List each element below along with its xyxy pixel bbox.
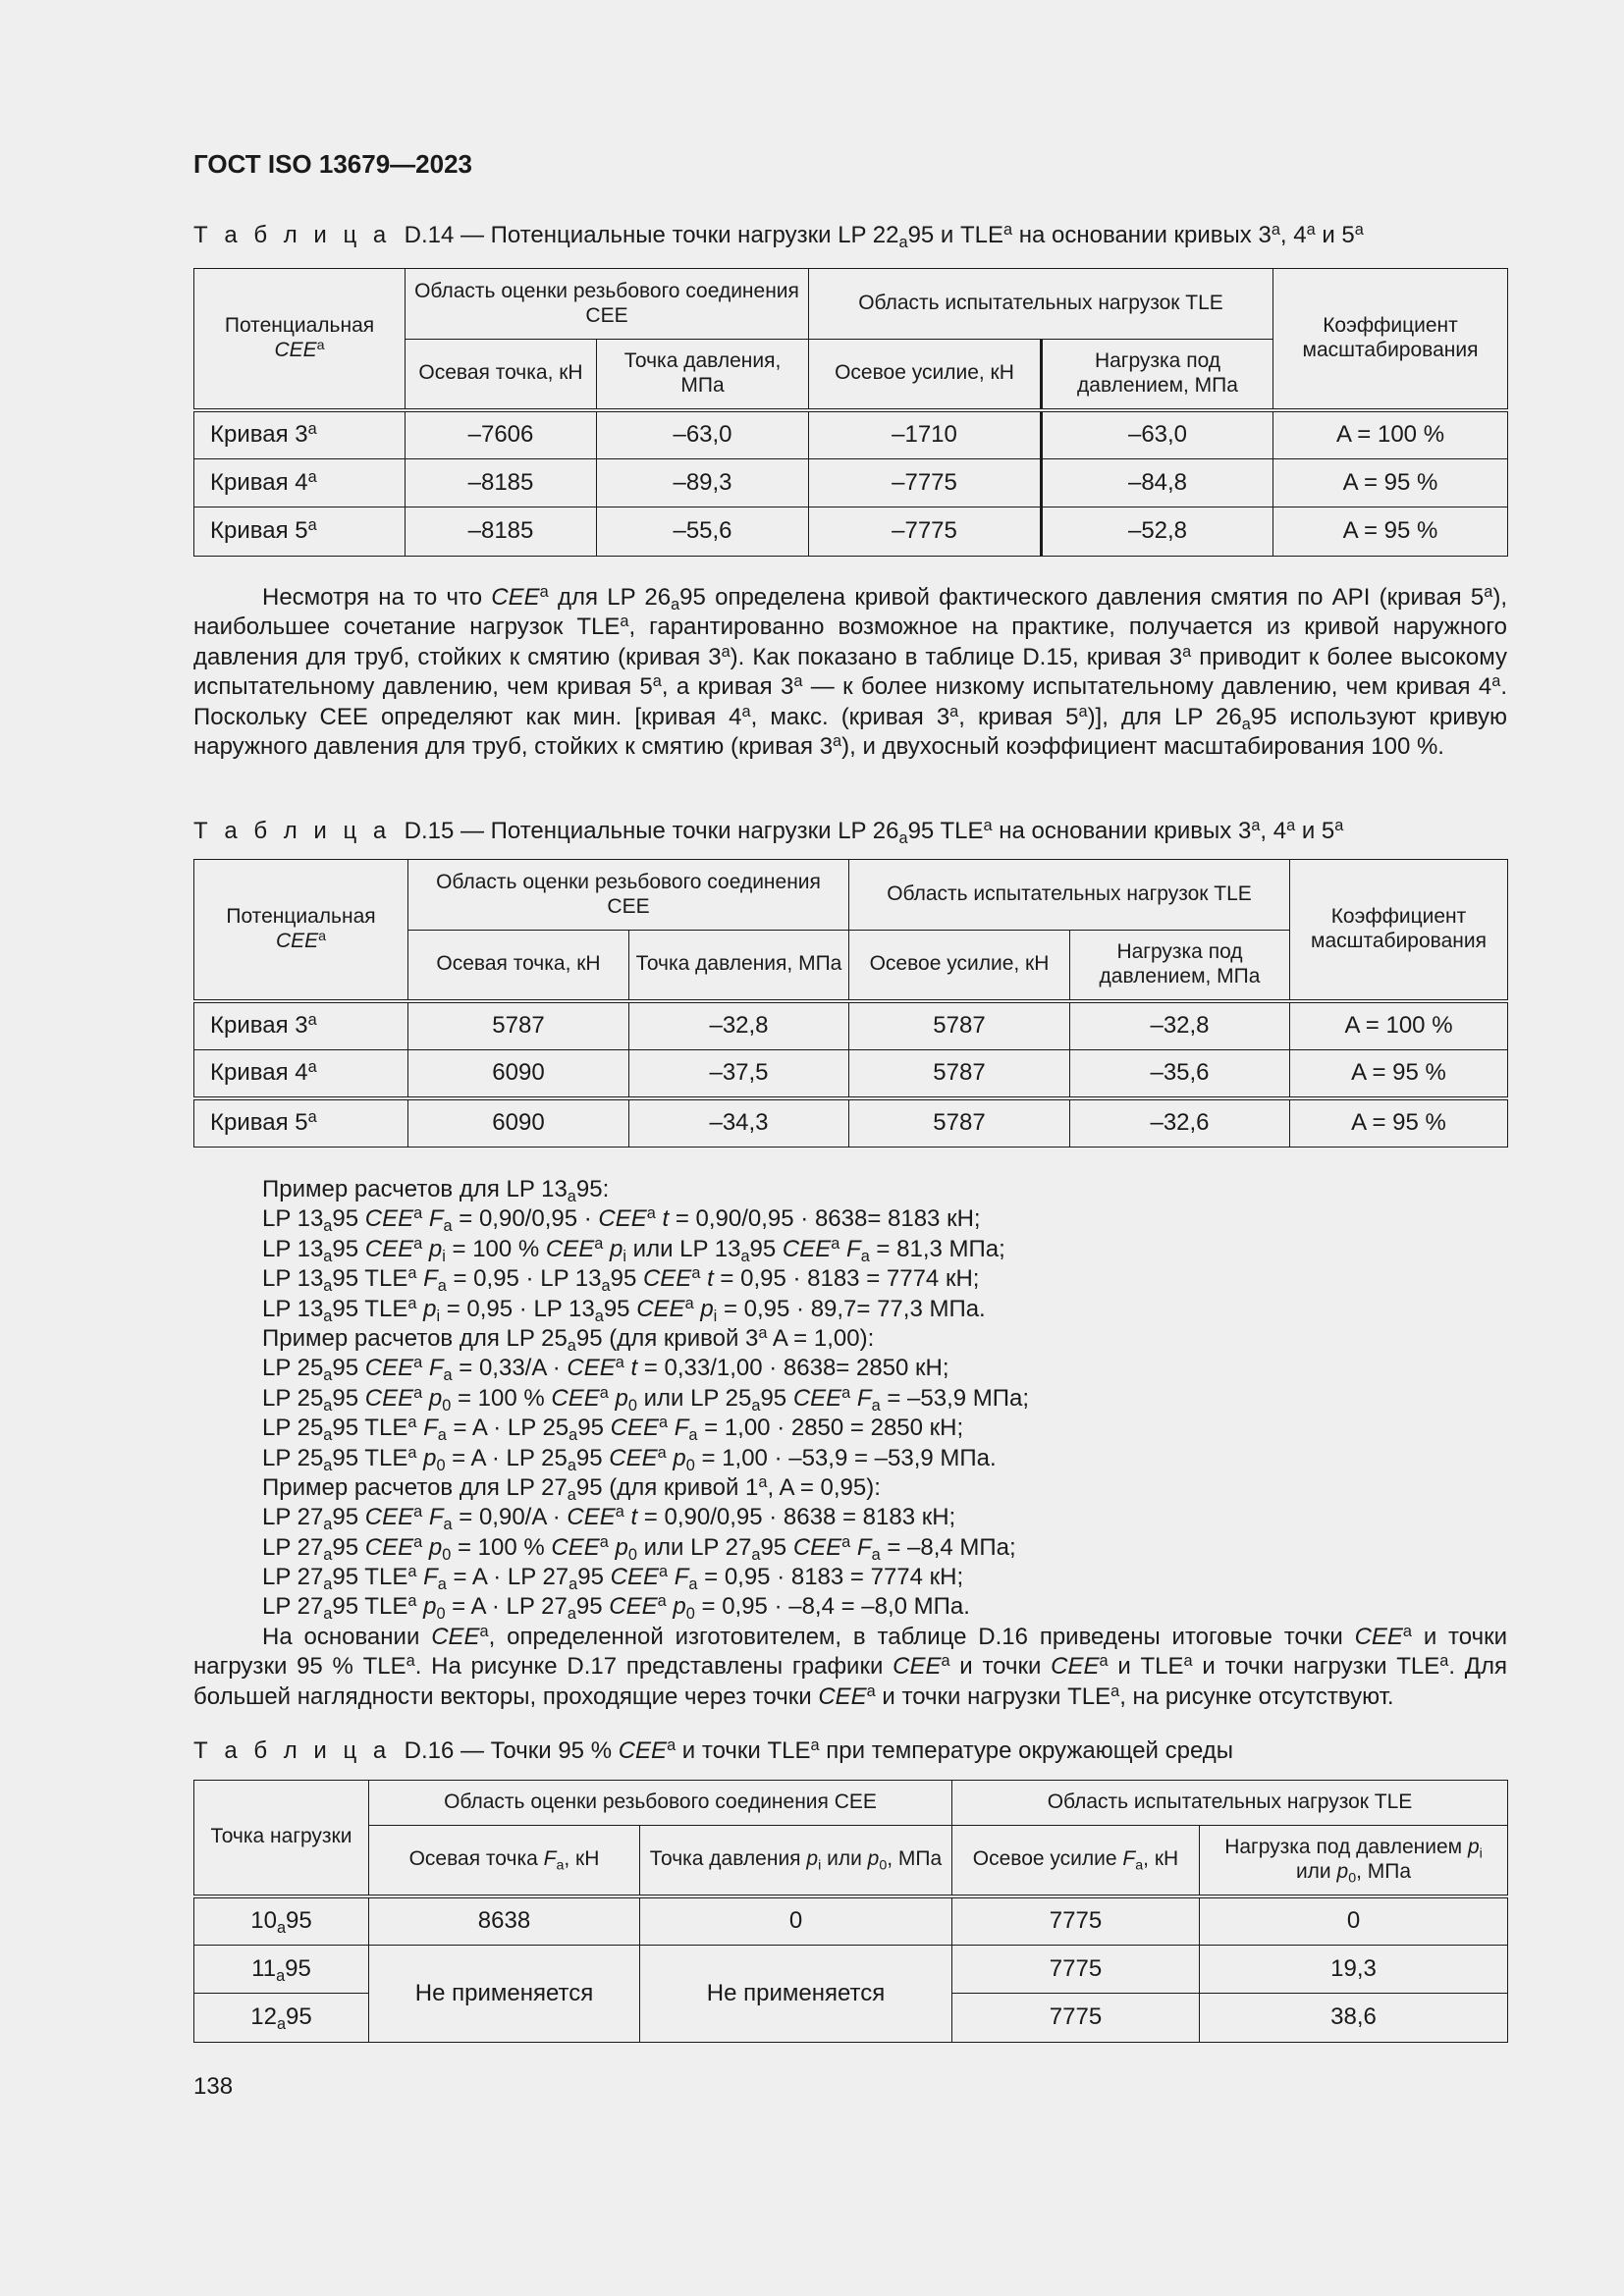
header-potential-cee: Потенциальная CEE$^a$: [194, 860, 408, 1001]
cell: –52,8: [1042, 507, 1273, 557]
caption-text: D.16 — Точки 95 % CEE$^a$ и точки TLE$^a$ при температуре окружающей среды: [404, 1735, 1234, 1764]
example-line: LP $13_a95$ TLE$^a$ $F_a = 0,95$ · LP $13_a95$ CEE$^a$ t = 0,95 · 8183 = 7774 кН;: [262, 1264, 980, 1296]
cell: –37,5: [629, 1050, 849, 1098]
header-load-point: Точка нагрузки: [194, 1781, 369, 1896]
header-tle-area: Область испытательных нагрузок TLE: [952, 1781, 1508, 1826]
cell: A = 95 %: [1273, 459, 1508, 507]
page-number: 138: [193, 2073, 234, 2100]
table-row: [194, 1001, 1508, 1050]
cell: 5787: [849, 1050, 1070, 1098]
table-d15: [193, 859, 1508, 1148]
caption-text: D.14 — Потенциальные точки нагрузки LP $22_a95$ и TLE$^a$ на основании кривых 3$^a$, 4$^a$ и 5$^a$: [404, 220, 1364, 251]
paragraph-text: На основании CEE$^a$, определенной изготовителем, в таблице D.16 приведены итоговые точки CEE$^a$ и точки нагрузки 95 % TLE$^a$. На рисунке D.17 представлены графики CEE$^a$ и точки CEE$^a$ и TLE$^a$ и точки нагрузки TLE$^a$. Для большей наглядности векторы, проходящие через точки CEE$^a$ и точки нагрузки TLE$^a$, на рисунке отсутствуют.: [193, 1622, 1508, 1710]
header-pressure-load: Нагрузка под давлением, МПа: [1070, 931, 1290, 1001]
caption-text: D.15 — Потенциальные точки нагрузки LP $26_a95$ TLE$^a$ на основании кривых 3$^a$, 4$^a$ и 5$^a$: [404, 816, 1344, 847]
cell: 7775: [952, 1994, 1200, 2043]
cell: 7775: [952, 1896, 1200, 1946]
example-line: LP $25_a95$ TLE$^a$ $p_0 = A$ · LP $25_a95$ CEE$^a$ $p_0 = 1,00 \cdot -53,9 = -53,9$ МПа.: [262, 1443, 997, 1474]
cell: 7775: [952, 1946, 1200, 1994]
paragraph-summary: [193, 1623, 1507, 1712]
paragraph-text: Несмотря на то что CEE$^a$ для LP $26_a95$ определена кривой фактического давления смятия по API (кривая 5$^a$), наибольшее сочетание нагрузок TLE$^a$, гарантированно возможное на практике, получается из кривой наружного давления для труб, стойких к смятию (кривая 3$^a$). Как показано в таблице D.15, кривая 3$^a$ приводит к более высокому испытательному давлению, чем кривая 5$^a$, а кривая 3$^a$ — к более низкому испытательному давлению, чем кривая 4$^a$. Поскольку CEE определяют как мин. [кривая 4$^a$, макс. (кривая 3$^a$, кривая 5$^a$)], для LP $26_a95$ используют кривую наружного давления для труб, стойких к смятию (кривая 3$^a$), и двухосный коэффициент масштабирования 100 %.: [193, 582, 1508, 761]
cell: 5787: [408, 1001, 629, 1050]
example-line: LP $25_a95$ CEE$^a$ $p_0 = 100$ % CEE$^a$ $p_0$ или LP $25_a95$ CEE$^a$ $F_a = -53,9$ МПа;: [262, 1383, 1030, 1415]
example-line: LP $25_a95$ CEE$^a$ $F_a = 0,33/A \cdot CEE^a$ t = 0,33/1,00 · 8638= 2850 кН;: [262, 1354, 949, 1385]
cell: –7775: [809, 459, 1042, 507]
cell: A = 95 %: [1290, 1098, 1508, 1148]
header-pressure-load: Нагрузка под давлением, МПа: [1042, 340, 1273, 410]
header-cee-area: Область оценки резьбового соединения CEE: [406, 269, 809, 340]
cell: 6090: [408, 1098, 629, 1148]
header-pressure-point: Точка давления $p_i$ или $p_0$, МПа: [640, 1826, 952, 1896]
example-line: LP $27_a95$ TLE$^a$ $F_a = A$ · LP $27_a95$ CEE$^a$ $F_a = 0,95 \cdot 8183 = 7774$ кН;: [262, 1562, 964, 1593]
header-axial-point: Осевая точка, кН: [408, 931, 629, 1001]
cell: –1710: [809, 410, 1042, 459]
example-line: LP $27_a95$ CEE$^a$ $p_0 = 100$ % CEE$^a$ $p_0$ или LP $27_a95$ CEE$^a$ $F_a = -8,4$ МПа;: [262, 1532, 1016, 1564]
row-label: Кривая 4$^a$: [194, 459, 406, 507]
example-line: Пример расчетов для LP $25_a95$ (для кривой 3$^a$ A = 1,00):: [262, 1323, 875, 1355]
table-row: [194, 1946, 1508, 1994]
table-d15-caption: [193, 818, 1343, 845]
cell: 8638: [369, 1896, 640, 1946]
header-pressure-point: Точка давления, МПа: [597, 340, 809, 410]
example-line: LP $27_a95$ CEE$^a$ $F_a = 0,90/A \cdot CEE^a$ t = 0,90/0,95 · 8638 = 8183 кН;: [262, 1503, 956, 1534]
table-row: [194, 1050, 1508, 1098]
table-d14-caption: [193, 222, 1364, 249]
cell: A = 95 %: [1273, 507, 1508, 557]
row-label: $12_a95$: [194, 1994, 369, 2043]
cell: –32,8: [1070, 1001, 1290, 1050]
table-prefix: Т а б л и ц а: [193, 1737, 392, 1764]
table-row: [194, 410, 1508, 459]
header-axial-point: Осевая точка $F_a$, кН: [369, 1826, 640, 1896]
table-prefix: Т а б л и ц а: [193, 222, 392, 248]
cell: –63,0: [597, 410, 809, 459]
header-potential-cee: Потенциальная CEE$^a$: [194, 269, 406, 410]
cell: A = 100 %: [1273, 410, 1508, 459]
cell: A = 95 %: [1290, 1050, 1508, 1098]
header-scale-coef: Коэффициент масштабирования: [1273, 269, 1508, 410]
example-line: LP $13_a95$ CEE$^a$ $p_i = 100$ % CEE$^a$ $p_i$ или LP $13_a95$ CEE$^a$ $F_a = 81,3$ МПа;: [262, 1234, 1005, 1265]
cell: –32,8: [629, 1001, 849, 1050]
example-line: LP $13_a95$ CEE$^a$ $F_a = 0,90/0,95 \cdot CEE^a$ t = 0,90/0,95 · 8638= 8183 кН;: [262, 1204, 981, 1236]
cell: –8185: [406, 459, 597, 507]
cell: –63,0: [1042, 410, 1273, 459]
example-line: Пример расчетов для LP $13_a95$:: [262, 1176, 610, 1205]
cell: –34,3: [629, 1098, 849, 1148]
table-d14: [193, 268, 1508, 557]
row-label: $10_a95$: [194, 1896, 369, 1946]
row-label: Кривая 5$^a$: [194, 1098, 408, 1148]
header-tle-area: Область испытательных нагрузок TLE: [809, 269, 1273, 340]
header-axial-force: Осевое усилие, кН: [809, 340, 1042, 410]
header-axial-point: Осевая точка, кН: [406, 340, 597, 410]
cell: 0: [640, 1896, 952, 1946]
table-prefix: Т а б л и ц а: [193, 818, 392, 844]
header-cee-area: Область оценки резьбового соединения CEE: [408, 860, 849, 931]
cell: 0: [1200, 1896, 1508, 1946]
header-pressure-load: Нагрузка под давлением $p_i$ или $p_0$, МПа: [1200, 1826, 1508, 1896]
cell: –8185: [406, 507, 597, 557]
header-axial-force: Осевое усилие $F_a$, кН: [952, 1826, 1200, 1896]
example-line: LP $13_a95$ TLE$^a$ $p_i = 0,95$ · LP $13_a95$ CEE$^a$ $p_i = 0,95 \cdot 89,7= 77,3$ МПа.: [262, 1294, 986, 1325]
cell: –35,6: [1070, 1050, 1290, 1098]
table-row: [194, 1098, 1508, 1148]
example-line: LP $27_a95$ TLE$^a$ $p_0 = A$ · LP $27_a95$ CEE$^a$ $p_0 = 0,95 \cdot -8,4 = -8,0$ МПа.: [262, 1592, 970, 1624]
cell: –7775: [809, 507, 1042, 557]
table-d16-caption: [193, 1737, 1233, 1765]
cell: –7606: [406, 410, 597, 459]
document-header: ГОСТ ISO 13679—2023: [193, 149, 473, 179]
table-row: [194, 507, 1508, 557]
header-cee-area: Область оценки резьбового соединения CEE: [369, 1781, 952, 1826]
example-line: Пример расчетов для LP $27_a95$ (для кривой 1$^a$, A = 0,95):: [262, 1472, 881, 1504]
table-d16: [193, 1780, 1508, 2043]
cell-not-applicable: Не применяется: [640, 1946, 952, 2043]
cell: 5787: [849, 1001, 1070, 1050]
cell: 6090: [408, 1050, 629, 1098]
row-label: Кривая 4$^a$: [194, 1050, 408, 1098]
header-pressure-point: Точка давления, МПа: [629, 931, 849, 1001]
cell: –32,6: [1070, 1098, 1290, 1148]
calculation-examples: [262, 1175, 1029, 1623]
cell: 38,6: [1200, 1994, 1508, 2043]
header-axial-force: Осевое усилие, кН: [849, 931, 1070, 1001]
cell: 5787: [849, 1098, 1070, 1148]
table-row: [194, 459, 1508, 507]
cell: 19,3: [1200, 1946, 1508, 1994]
cell-not-applicable: Не применяется: [369, 1946, 640, 2043]
paragraph-curves: [193, 583, 1507, 762]
example-line: LP $25_a95$ TLE$^a$ $F_a = A$ · LP $25_a95$ CEE$^a$ $F_a = 1,00 \cdot 2850 = 2850$ кН;: [262, 1413, 964, 1445]
cell: –89,3: [597, 459, 809, 507]
cell: –84,8: [1042, 459, 1273, 507]
row-label: Кривая 3$^a$: [194, 410, 406, 459]
cell: A = 100 %: [1290, 1001, 1508, 1050]
header-tle-area: Область испытательных нагрузок TLE: [849, 860, 1290, 931]
row-label: Кривая 3$^a$: [194, 1001, 408, 1050]
cell: –55,6: [597, 507, 809, 557]
row-label: $11_a95$: [194, 1946, 369, 1994]
row-label: Кривая 5$^a$: [194, 507, 406, 557]
header-scale-coef: Коэффициент масштабирования: [1290, 860, 1508, 1001]
table-row: [194, 1896, 1508, 1946]
